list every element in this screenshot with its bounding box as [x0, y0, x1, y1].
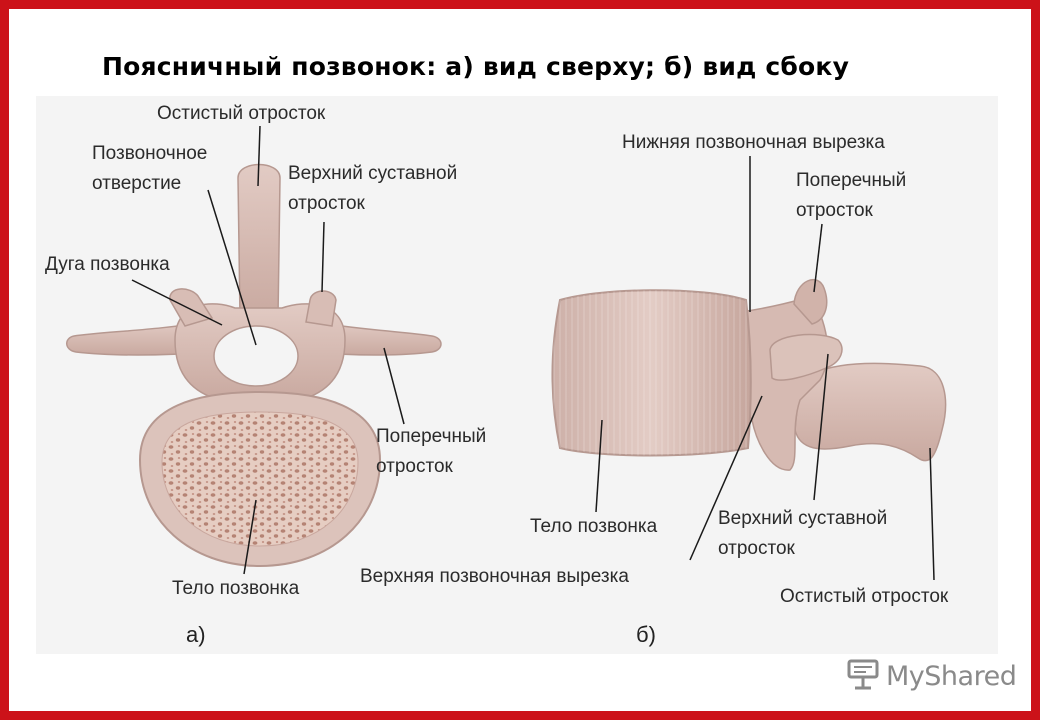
- label-vertebral-foramen-line1: Позвоночное: [92, 143, 208, 164]
- label-transverse-left-line2: отросток: [376, 456, 453, 477]
- label-vertebral-body-right: Тело позвонка: [530, 516, 658, 537]
- label-vertebral-body-left: Тело позвонка: [172, 578, 300, 599]
- presentation-board-icon: [846, 657, 880, 696]
- watermark-text: MyShared: [886, 660, 1017, 692]
- label-superior-articular-left-line2: отросток: [288, 193, 365, 214]
- label-transverse-left-line1: Поперечный: [376, 426, 487, 447]
- label-spinous-process-right: Остистый отросток: [780, 586, 949, 607]
- side-view-vertebra: [553, 280, 946, 470]
- caption-side-view: б): [636, 622, 656, 647]
- slide-title: Поясничный позвонок: а) вид сверху; б) вид сбоку: [102, 52, 850, 81]
- label-superior-articular-left-line1: Верхний суставной: [288, 163, 458, 184]
- label-inferior-notch: Нижняя позвоночная вырезка: [622, 132, 885, 153]
- top-view-vertebra: [67, 165, 441, 567]
- label-spinous-process-left: Остистый отросток: [157, 103, 326, 124]
- myshared-watermark: [846, 654, 1017, 698]
- label-vertebral-foramen-line2: отверстие: [92, 173, 182, 194]
- label-superior-articular-right-line1: Верхний суставной: [718, 508, 888, 529]
- label-vertebral-arch: Дуга позвонка: [45, 254, 170, 275]
- label-transverse-right-line1: Поперечный: [796, 170, 907, 191]
- caption-top-view: а): [186, 622, 206, 647]
- label-superior-articular-right-line2: отросток: [718, 538, 795, 559]
- label-superior-notch: Верхняя позвоночная вырезка: [360, 566, 629, 587]
- label-transverse-right-line2: отросток: [796, 200, 873, 221]
